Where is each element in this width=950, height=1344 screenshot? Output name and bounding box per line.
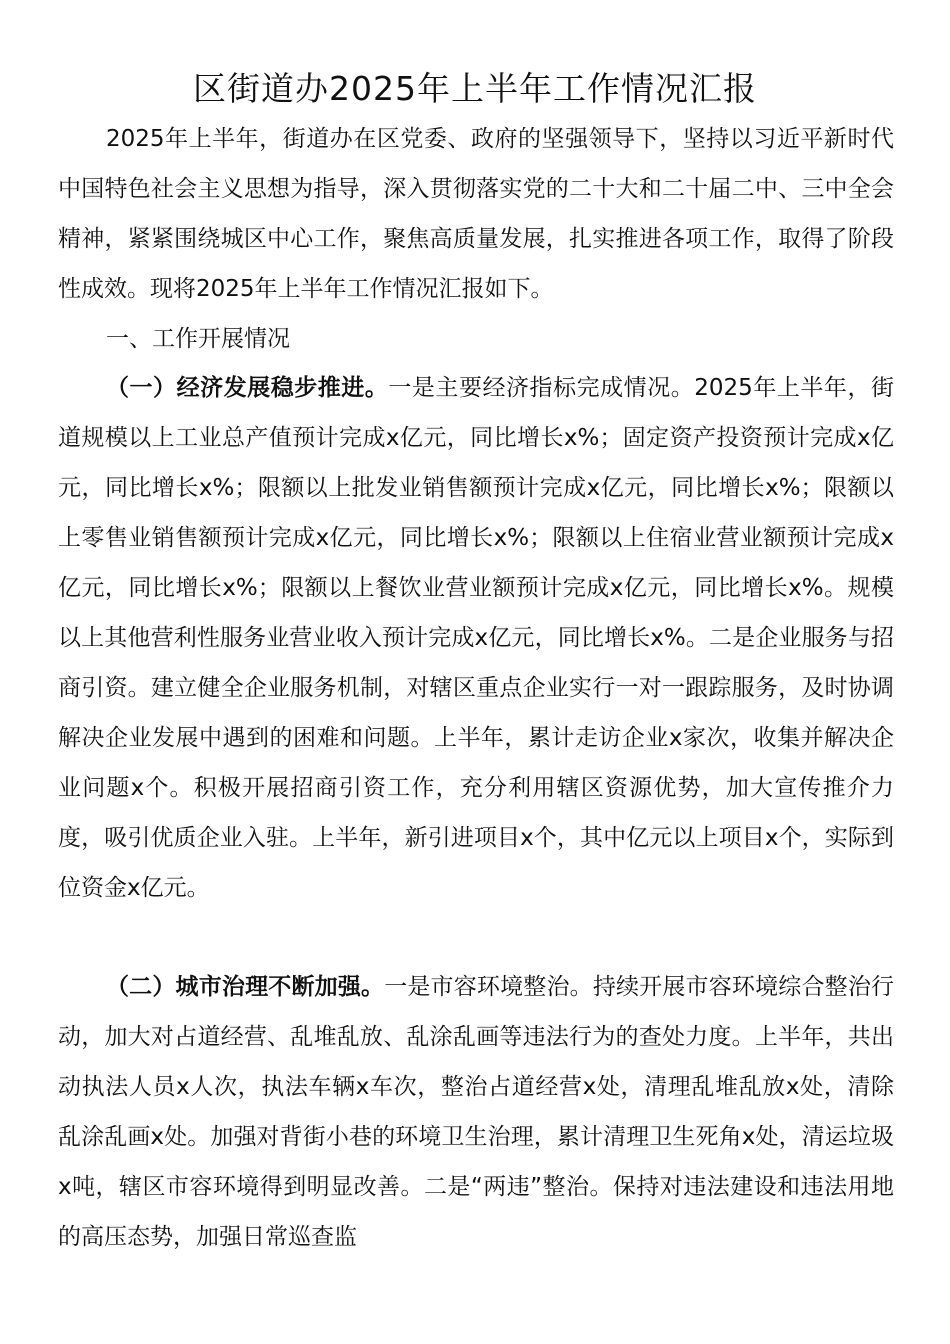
paragraph-heading: （一）经济发展稳步推进。 [106, 375, 389, 401]
paragraph-economy [58, 363, 894, 913]
document-title: 区街道办2025年上半年工作情况汇报 [193, 69, 757, 108]
paragraph-urban-governance [58, 962, 894, 1262]
paragraph-text: 一是市容环境整治。持续开展市容环境综合整治行动，加大对占道经营、乱堆乱放、乱涂乱画等违法行为的查处力度。上半年，共出动执法人员x人次，执法车辆x车次，整治占道经营x处，清理乱堆乱放x处，清除乱涂乱画x处。加强对背街小巷的环境卫生治理，累计清理卫生死角x处，清运垃圾x吨，辖区市容环境得到明显改善。二是“两违”整治。保持对违法建设和违法用地的高压态势，加强日常巡查监 [58, 974, 895, 1250]
section-heading: 一、工作开展情况 [106, 326, 290, 352]
intro-paragraph: 2025年上半年，街道办在区党委、政府的坚强领导下，坚持以习近平新时代中国特色社会主义思想为指导，深入贯彻落实党的二十大和二十届二中、三中全会精神，紧紧围绕城区中心工作，聚焦高质量发展，扎实推进各项工作，取得了阶段性成效。现将2025年上半年工作情况汇报如下。 [58, 126, 894, 302]
paragraph-heading: （二）城市治理不断加强。 [106, 974, 385, 1000]
paragraph-text: 一是主要经济指标完成情况。2025年上半年，街道规模以上工业总产值预计完成x亿元，同比增长x%；固定资产投资预计完成x亿元，同比增长x%；限额以上批发业销售额预计完成x亿元，同比增长x%；限额以上零售业销售额预计完成x亿元，同比增长x%；限额以上住宿业营业额预计完成x亿元，同比增长x%；限额以上餐饮业营业额预计完成x亿元，同比增长x%。规模以上其他营利性服务业营业收入预计完成x亿元，同比增长x%。二是企业服务与招商引资。建立健全企业服务机制，对辖区重点企业实行一对一跟踪服务，及时协调解决企业发展中遇到的困难和问题。上半年，累计走访企业x家次，收集并解决企业问题x个。积极开展招商引资工作，充分利用辖区资源优势，加大宣传推介力度，吸引优质企业入驻。上半年，新引进项目x个，其中亿元以上项目x个，实际到位资金x亿元。 [58, 375, 894, 901]
